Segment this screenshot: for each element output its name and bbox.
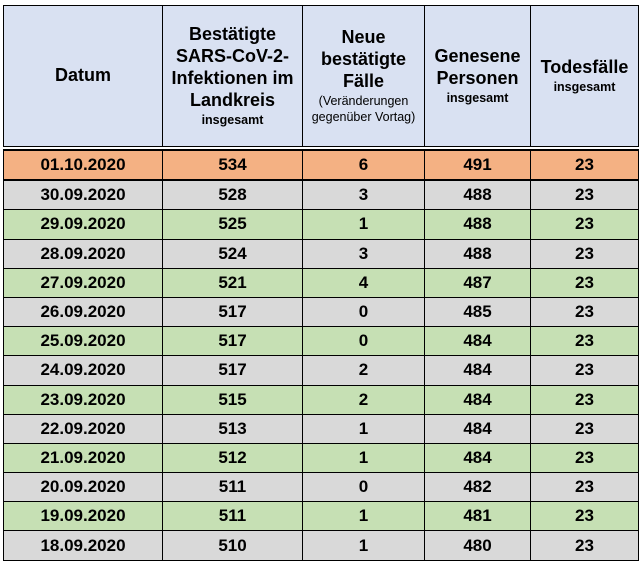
cell-bestaetigt: 512 bbox=[163, 443, 303, 472]
cell-todesfaelle: 23 bbox=[531, 356, 639, 385]
table-row bbox=[4, 473, 639, 502]
table-row bbox=[4, 356, 639, 385]
table-row bbox=[4, 531, 639, 560]
cell-datum: 21.09.2020 bbox=[4, 443, 163, 472]
cell-genesen: 491 bbox=[425, 150, 531, 180]
table-row bbox=[4, 297, 639, 326]
table-row bbox=[4, 239, 639, 268]
cell-datum: 29.09.2020 bbox=[4, 210, 163, 239]
cell-todesfaelle: 23 bbox=[531, 327, 639, 356]
cell-todesfaelle: 23 bbox=[531, 180, 639, 210]
cell-genesen: 484 bbox=[425, 443, 531, 472]
column-header-datum bbox=[4, 6, 163, 147]
cell-neu: 3 bbox=[303, 239, 425, 268]
cell-neu: 2 bbox=[303, 356, 425, 385]
header-todesfaelle-label: Todesfälle bbox=[540, 56, 629, 77]
cell-neu: 0 bbox=[303, 473, 425, 502]
header-genesene-label: Genesene Personen bbox=[434, 45, 521, 88]
column-header-neue bbox=[303, 6, 425, 147]
cell-genesen: 481 bbox=[425, 502, 531, 531]
cell-datum: 25.09.2020 bbox=[4, 327, 163, 356]
cell-datum: 20.09.2020 bbox=[4, 473, 163, 502]
cell-datum: 30.09.2020 bbox=[4, 180, 163, 210]
cell-bestaetigt: 511 bbox=[163, 473, 303, 502]
cell-bestaetigt: 525 bbox=[163, 210, 303, 239]
cell-genesen: 488 bbox=[425, 210, 531, 239]
cell-bestaetigt: 511 bbox=[163, 502, 303, 531]
table-body bbox=[4, 150, 639, 560]
cell-datum: 28.09.2020 bbox=[4, 239, 163, 268]
covid-stats-table bbox=[3, 5, 639, 561]
cell-todesfaelle: 23 bbox=[531, 414, 639, 443]
covid-stats-table-container bbox=[3, 5, 638, 565]
table-row bbox=[4, 150, 639, 180]
cell-genesen: 484 bbox=[425, 385, 531, 414]
cell-neu: 1 bbox=[303, 531, 425, 560]
table-row bbox=[4, 443, 639, 472]
cell-neu: 1 bbox=[303, 414, 425, 443]
cell-genesen: 485 bbox=[425, 297, 531, 326]
cell-datum: 19.09.2020 bbox=[4, 502, 163, 531]
header-neue-label: Neue bestätigte Fälle bbox=[320, 26, 407, 91]
cell-todesfaelle: 23 bbox=[531, 210, 639, 239]
cell-bestaetigt: 517 bbox=[163, 297, 303, 326]
cell-genesen: 488 bbox=[425, 239, 531, 268]
cell-todesfaelle: 23 bbox=[531, 150, 639, 180]
header-bestaetigte-sub: insgesamt bbox=[201, 112, 264, 127]
table-row bbox=[4, 327, 639, 356]
cell-genesen: 484 bbox=[425, 327, 531, 356]
cell-bestaetigt: 524 bbox=[163, 239, 303, 268]
header-neue-note: (Veränderungen gegenüber Vortag) bbox=[311, 93, 416, 124]
cell-neu: 4 bbox=[303, 268, 425, 297]
table-header-row bbox=[4, 6, 639, 147]
cell-todesfaelle: 23 bbox=[531, 297, 639, 326]
cell-bestaetigt: 528 bbox=[163, 180, 303, 210]
cell-neu: 0 bbox=[303, 297, 425, 326]
cell-bestaetigt: 517 bbox=[163, 356, 303, 385]
cell-neu: 1 bbox=[303, 210, 425, 239]
cell-datum: 26.09.2020 bbox=[4, 297, 163, 326]
table-row bbox=[4, 385, 639, 414]
table-row bbox=[4, 180, 639, 210]
cell-todesfaelle: 23 bbox=[531, 268, 639, 297]
header-datum-label: Datum bbox=[54, 65, 111, 86]
table-row bbox=[4, 502, 639, 531]
header-todesfaelle-sub: insgesamt bbox=[553, 79, 616, 94]
header-genesene-sub: insgesamt bbox=[446, 90, 509, 105]
cell-neu: 6 bbox=[303, 150, 425, 180]
cell-datum: 18.09.2020 bbox=[4, 531, 163, 560]
cell-neu: 3 bbox=[303, 180, 425, 210]
header-bestaetigte-label: Bestätigte SARS-CoV-2-Infektionen im Landkreis bbox=[171, 23, 294, 110]
cell-bestaetigt: 521 bbox=[163, 268, 303, 297]
cell-datum: 01.10.2020 bbox=[4, 150, 163, 180]
cell-genesen: 480 bbox=[425, 531, 531, 560]
cell-datum: 27.09.2020 bbox=[4, 268, 163, 297]
cell-todesfaelle: 23 bbox=[531, 443, 639, 472]
cell-bestaetigt: 510 bbox=[163, 531, 303, 560]
cell-neu: 1 bbox=[303, 443, 425, 472]
cell-genesen: 484 bbox=[425, 356, 531, 385]
cell-todesfaelle: 23 bbox=[531, 239, 639, 268]
cell-todesfaelle: 23 bbox=[531, 502, 639, 531]
cell-datum: 24.09.2020 bbox=[4, 356, 163, 385]
cell-todesfaelle: 23 bbox=[531, 385, 639, 414]
column-header-todesfaelle bbox=[531, 6, 639, 147]
cell-bestaetigt: 534 bbox=[163, 150, 303, 180]
cell-datum: 23.09.2020 bbox=[4, 385, 163, 414]
cell-neu: 2 bbox=[303, 385, 425, 414]
cell-bestaetigt: 513 bbox=[163, 414, 303, 443]
column-header-bestaetigte bbox=[163, 6, 303, 147]
cell-genesen: 484 bbox=[425, 414, 531, 443]
cell-genesen: 488 bbox=[425, 180, 531, 210]
table-row bbox=[4, 414, 639, 443]
cell-neu: 0 bbox=[303, 327, 425, 356]
table-row bbox=[4, 268, 639, 297]
column-header-genesene bbox=[425, 6, 531, 147]
cell-genesen: 482 bbox=[425, 473, 531, 502]
cell-todesfaelle: 23 bbox=[531, 473, 639, 502]
cell-bestaetigt: 517 bbox=[163, 327, 303, 356]
cell-todesfaelle: 23 bbox=[531, 531, 639, 560]
cell-datum: 22.09.2020 bbox=[4, 414, 163, 443]
cell-neu: 1 bbox=[303, 502, 425, 531]
cell-genesen: 487 bbox=[425, 268, 531, 297]
table-row bbox=[4, 210, 639, 239]
cell-bestaetigt: 515 bbox=[163, 385, 303, 414]
